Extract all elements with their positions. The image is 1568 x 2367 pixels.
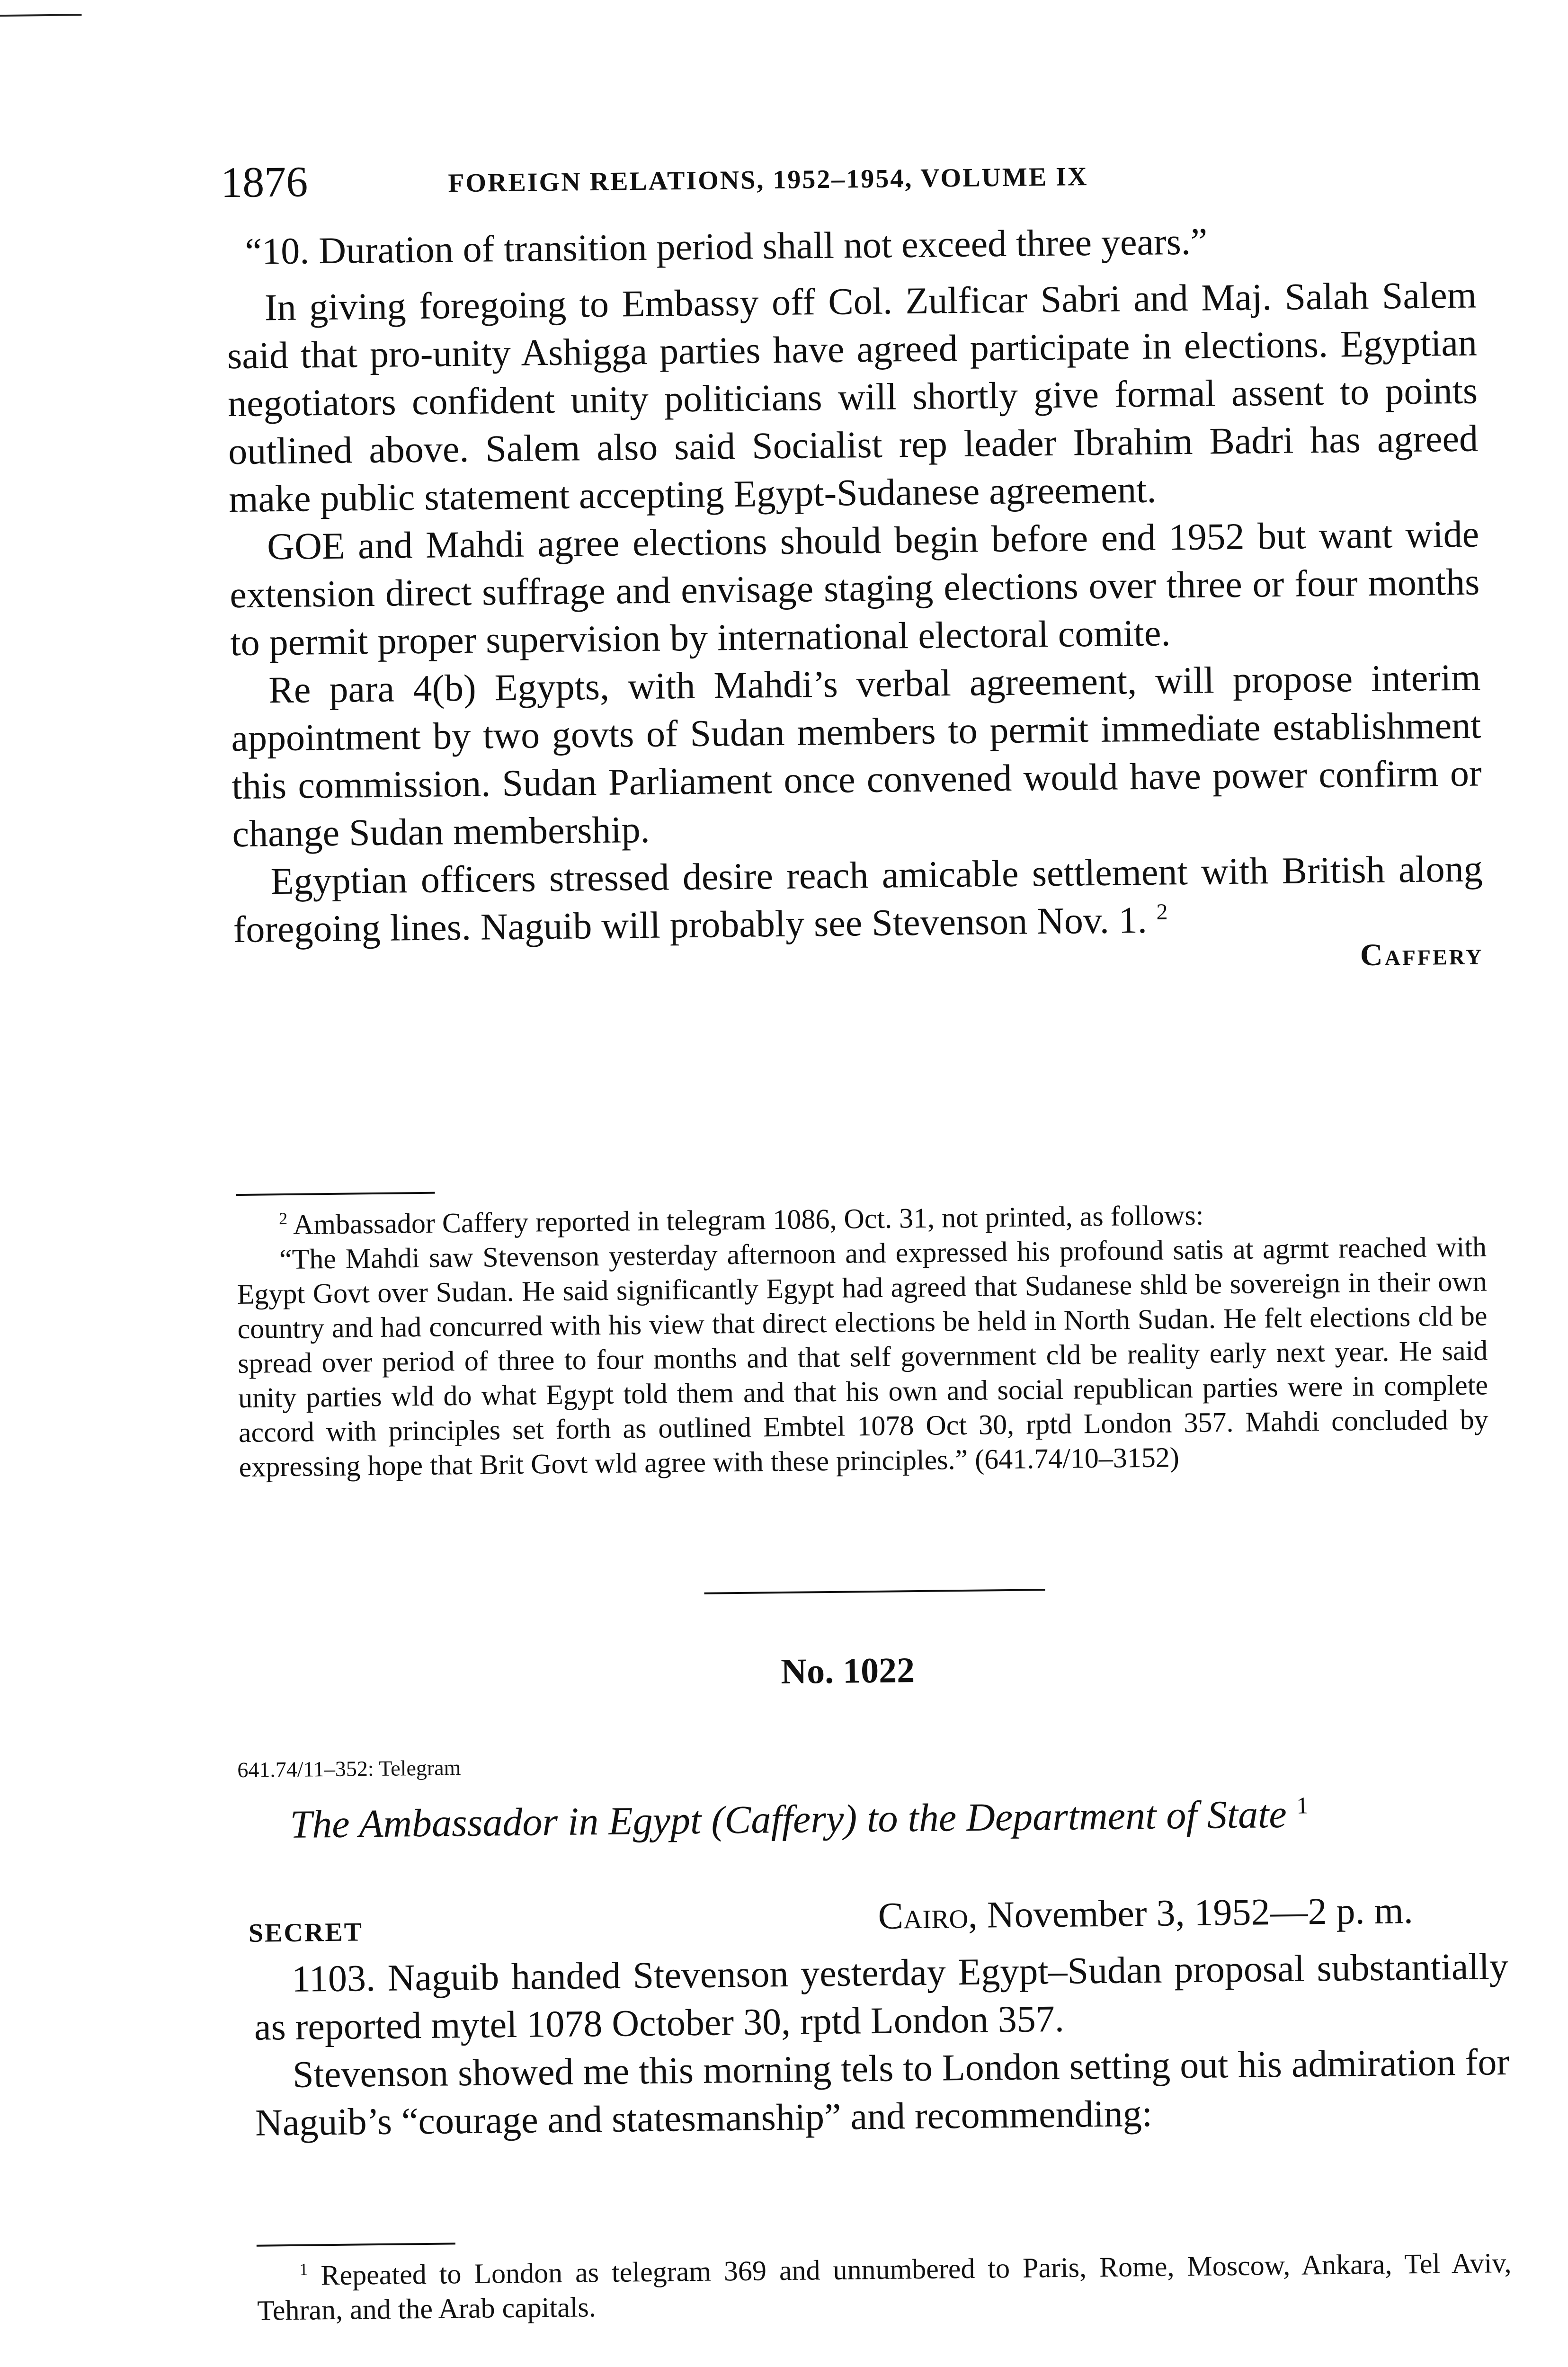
- telegram-1103: [253, 1943, 1510, 2147]
- paragraph-1103: 1103. Naguib handed Stevenson yesterday Egypt–Sudan proposal substantially as reported mytel 1078 October 30, rptd London 357.: [254, 1946, 1509, 2048]
- signature-caffery: Caffery: [1360, 936, 1484, 973]
- paragraph-stevenson-tels: Stevenson showed me this morning tels to London setting out his admiration for Naguib’s “courage and statesmanship” and recommending:: [255, 2041, 1510, 2144]
- footnote-ref-1: 1: [1296, 1792, 1309, 1819]
- footnote-2-text: Ambassador Caffery reported in telegram 1086, Oct. 31, not printed, as follows:: [293, 1199, 1204, 1240]
- footnote-1-body: Repeated to London as telegram 369 and unnumbered to Paris, Rome, Moscow, Ankara, Tel Aviv, Tehran, and the Arab capitals.: [257, 2247, 1512, 2326]
- volume-title: FOREIGN RELATIONS, 1952–1954, VOLUME IX: [447, 162, 1088, 198]
- footnote-ref-2: 2: [1156, 899, 1168, 925]
- footnote-2-quote: “The Mahdi saw Stevenson yesterday afternoon and expressed his profound satis at agrmt reached with Egypt Govt over Sudan. He said significantly Egypt had agreed that Sudanese shld be sovereign in their own country and had concurred with his view that direct elections be held in North Sudan. He felt elections cld be spread over period of three to four months and that self government cld be reality early next year. He said unity parties wld do what Egypt told them and that his own and social republican parties were in complete accord with principles set forth as outlined Embtel 1078 Oct 30, rptd London 357. Mahdi concluded by expressing hope that Brit Govt wld agree with these principles.” (641.74/10–3152): [237, 1231, 1489, 1483]
- document-title: [290, 1791, 1309, 1848]
- dateline: [878, 1889, 1413, 1938]
- paragraph-settlement-text: Egyptian officers stressed desire reach amicable settlement with British along foregoing lines. Naguib will probably see Stevenson Nov. 1.: [233, 848, 1483, 951]
- document-title-text: The Ambassador in Egypt (Caffery) to the Department of State: [290, 1792, 1287, 1847]
- telegram-continuation: [226, 215, 1484, 986]
- footnote-rule: [236, 1192, 435, 1196]
- footnote-rule-2: [257, 2242, 455, 2246]
- paragraph-para-4b: Re para 4(b) Egypts, with Mahdi’s verbal agreement, will propose interim appointment by two govts of Sudan members to permit immediate establishment this commission. Sudan Parliament once convened would have power confirm or change Sudan membership.: [231, 657, 1482, 855]
- section-divider: [704, 1589, 1045, 1594]
- footnote-1-marker: 1: [299, 2260, 308, 2279]
- page-number: 1876: [220, 157, 308, 207]
- footnote-1-text: [257, 2246, 1512, 2328]
- file-reference: 641.74/11–352: Telegram: [237, 1755, 461, 1782]
- classification-label: SECRET: [248, 1917, 364, 1948]
- running-header: [221, 143, 1490, 213]
- scan-edge-line: [0, 14, 82, 17]
- paragraph-point-10: “10. Duration of transition period shall not exceed three years.”: [245, 221, 1208, 273]
- dateline-date: , November 3, 1952—2 p. m.: [968, 1890, 1414, 1936]
- footnote-2: [236, 1195, 1489, 1485]
- paragraph-elections: GOE and Mahdi agree elections should begin before end 1952 but want wide extension direct suffrage and envisage staging elections over three or four months to permit proper supervision by international electoral comite.: [229, 513, 1480, 664]
- paragraph-embassy-briefing: In giving foregoing to Embassy off Col. Zulficar Sabri and Maj. Salah Salem said that pro-unity Ashigga parties have agreed participate in elections. Egyptian negotiators confident unity politicians will shortly give formal assent to points outlined above. Salem also said Socialist rep leader Ibrahim Badri has agreed make public statement accepting Egypt-Sudanese agreement.: [227, 274, 1479, 521]
- footnote-2-marker: 2: [278, 1209, 288, 1228]
- document-number: No. 1022: [780, 1650, 915, 1692]
- dateline-place: Cairo: [878, 1894, 969, 1937]
- footnote-1: [257, 2246, 1512, 2328]
